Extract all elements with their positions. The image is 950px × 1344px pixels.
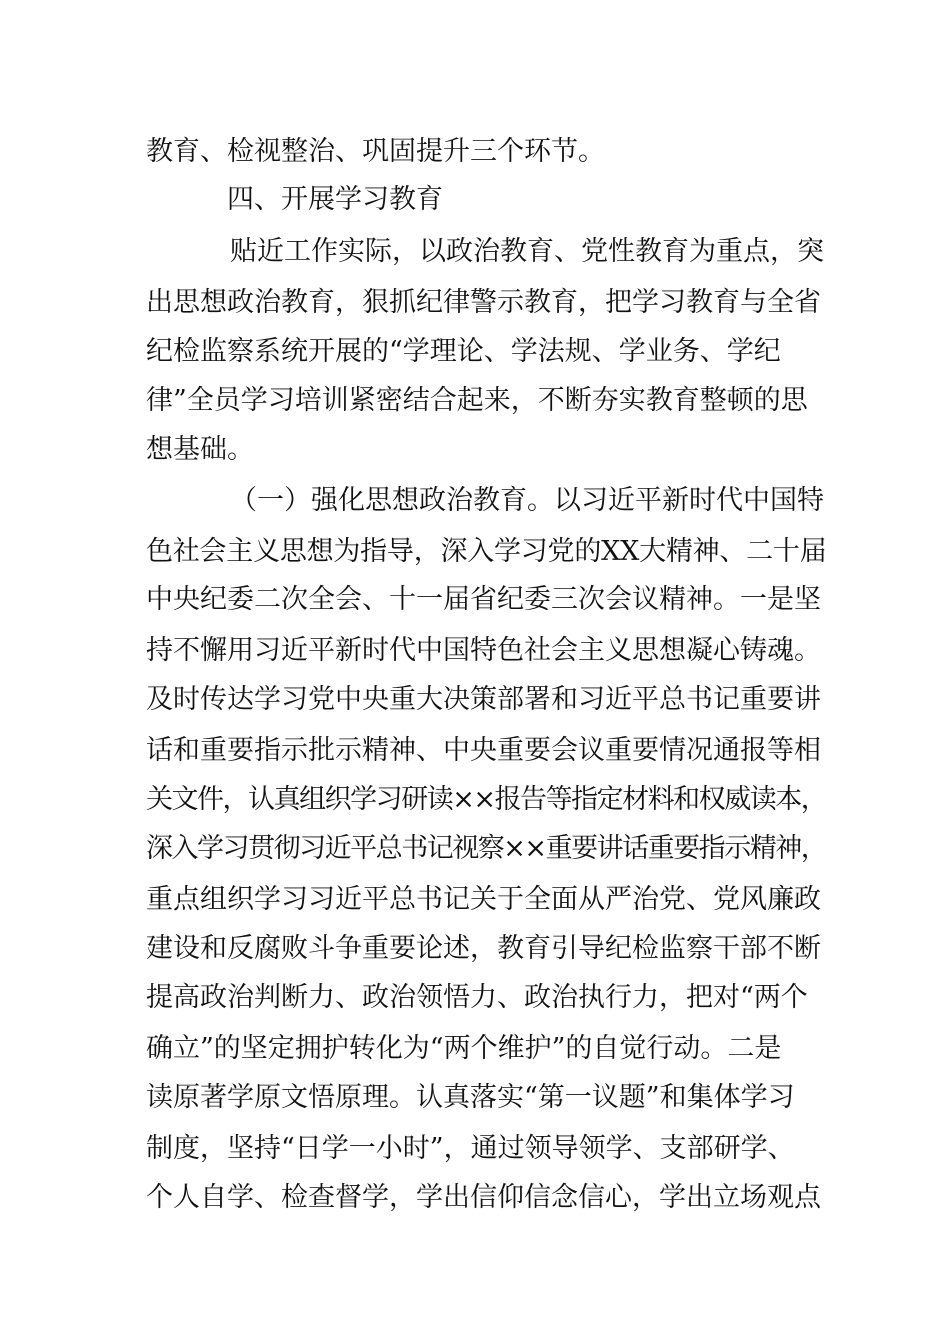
text-line: 个人自学、检查督学，学出信仰信念信心，学出立场观点 [146,1182,821,1213]
text-line: 重点组织学习习近平总书记关于全面从严治党、党风廉政 [146,884,821,915]
section-heading: 四、开展学习教育 [227,184,443,215]
text-line: 制度，坚持“日学一小时”，通过领导领学、支部研学、 [146,1133,795,1164]
text-line: 读原著学原文悟原理。认真落实“第一议题”和集体学习 [146,1082,795,1113]
subsection-heading: （一）强化思想政治教育。以习近平新时代中国特 [230,485,824,516]
text-line: 话和重要指示批示精神、中央重要会议重要情况通报等相 [146,735,821,766]
text-line: 关文件，认真组织学习研读××报告等指定材料和权威读本， [146,784,826,815]
text-line: 中央纪委二次全会、十一届省纪委三次会议精神。一是坚 [146,584,821,615]
text-line: 深入学习贯彻习近平总书记视察××重要讲话重要指示精神， [146,833,826,864]
text-line: 提高政治判断力、政治领悟力、政治执行力，把对“两个 [146,982,808,1013]
text-line: 律”全员学习培训紧密结合起来，不断夯实教育整顿的思 [146,385,808,416]
text-line: 色社会主义思想为指导，深入学习党的XX大精神、二十届 [146,536,826,567]
text-line: 纪检监察系统开展的“学理论、学法规、学业务、学纪 [146,336,781,367]
text-line: 教育、检视整治、巩固提升三个环节。 [146,136,605,167]
text-line: 贴近工作实际，以政治教育、党性教育为重点，突 [230,236,824,267]
text-line: 及时传达学习党中央重大决策部署和习近平总书记重要讲 [146,684,821,715]
text-line: 建设和反腐败斗争重要论述，教育引导纪检监察干部不断 [146,933,821,964]
text-line: 持不懈用习近平新时代中国特色社会主义思想凝心铸魂。 [146,635,821,666]
text-line: 确立”的坚定拥护转化为“两个维护”的自觉行动。二是 [146,1033,782,1064]
text-line: 出思想政治教育，狠抓纪律警示教育，把学习教育与全省 [146,287,821,318]
text-line: 想基础。 [146,434,254,465]
